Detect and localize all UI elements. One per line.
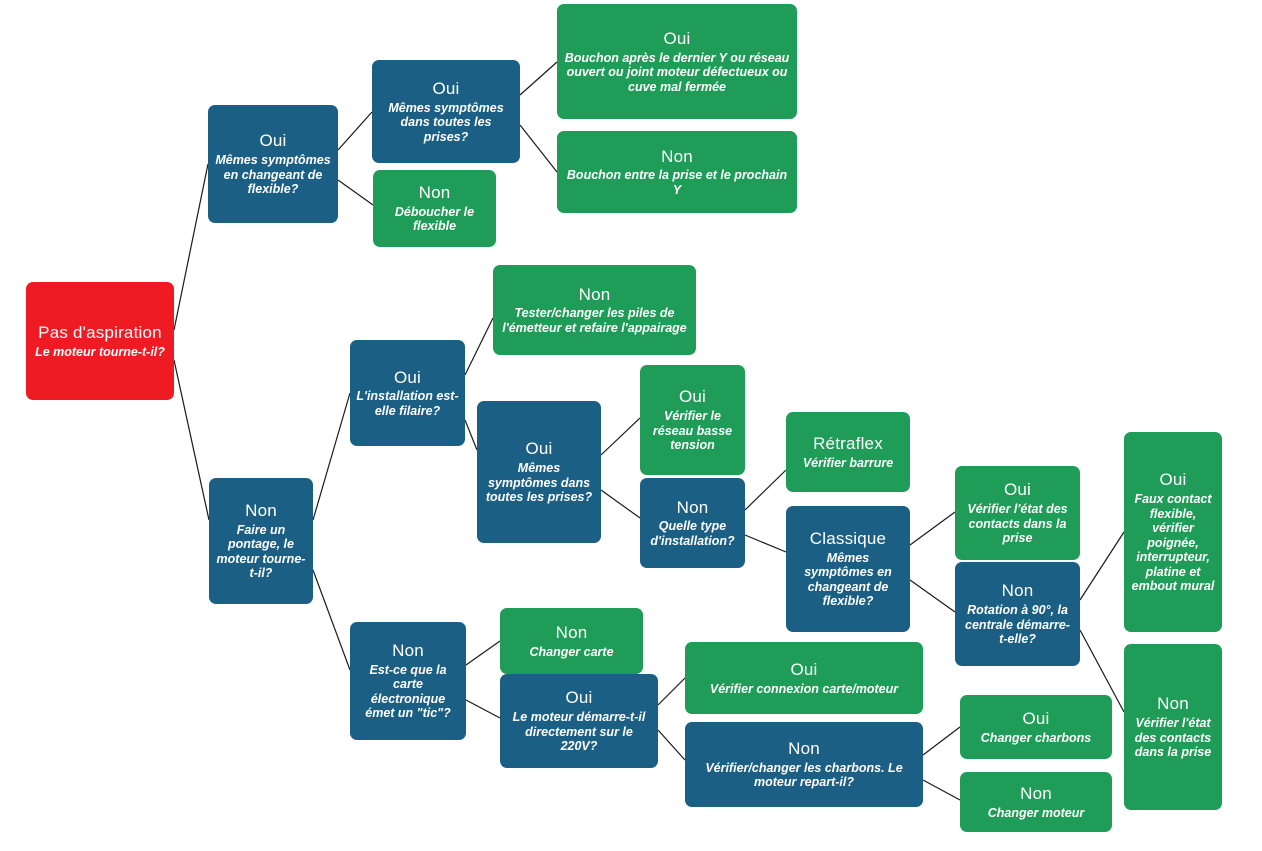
node-subtitle: Bouchon après le dernier Y ou réseau ouvert ou joint moteur défectueux ou cuve mal fermée: [564, 50, 790, 94]
node-n3: [373, 170, 496, 247]
node-title: Non: [676, 497, 709, 517]
node-subtitle: Vérifier connexion carte/moteur: [709, 681, 899, 696]
node-subtitle: Mêmes symptômes en changeant de flexible?: [804, 550, 892, 609]
node-title: Non: [555, 622, 588, 642]
node-title: Non: [418, 183, 451, 203]
node-n23: [960, 695, 1112, 759]
node-n19: [500, 608, 643, 674]
node-n0: [26, 282, 174, 400]
node-title: Pas d'aspiration: [38, 322, 162, 342]
node-n22: [685, 722, 923, 807]
edge-n2-n5: [520, 125, 557, 172]
edge-n6-n7: [313, 393, 350, 520]
node-n18: [350, 622, 466, 740]
node-subtitle: Vérifier barrure: [802, 455, 894, 470]
node-subtitle: Bouchon entre la prise et le prochain Y: [566, 168, 788, 197]
node-title: Oui: [259, 131, 287, 151]
edge-n0-n1: [174, 164, 208, 330]
node-title: Non: [392, 641, 424, 661]
node-n9: [477, 401, 601, 543]
node-title: Non: [1157, 694, 1189, 714]
edge-n11-n12: [745, 470, 786, 510]
edge-n20-n22: [658, 730, 685, 760]
node-n17: [1124, 644, 1222, 810]
node-subtitle: Changer charbons: [980, 730, 1092, 745]
node-n20: [500, 674, 658, 768]
node-n21: [685, 642, 923, 714]
node-title: Non: [1020, 783, 1052, 803]
node-n11: [640, 478, 745, 568]
node-title: Oui: [790, 659, 818, 679]
node-n14: [955, 466, 1080, 560]
node-title: Oui: [678, 387, 707, 407]
node-subtitle: Rotation à 90°, la centrale démarre-t-elle?: [965, 603, 1070, 647]
edge-n7-n9: [465, 420, 477, 450]
node-subtitle: Mêmes symptômes dans toutes les prises?: [485, 461, 593, 505]
edge-n18-n20: [466, 700, 500, 718]
node-subtitle: Vérifier l'état des contacts dans la prise: [967, 502, 1068, 546]
edge-n2-n4: [520, 62, 557, 95]
edge-n20-n21: [658, 678, 685, 705]
edge-n15-n16: [1080, 532, 1124, 600]
node-title: Oui: [1003, 480, 1032, 500]
edge-n22-n23: [923, 727, 960, 755]
node-title: Oui: [1159, 470, 1187, 490]
node-subtitle: Changer moteur: [987, 805, 1085, 820]
node-n16: [1124, 432, 1222, 632]
node-subtitle: Faux contact flexible, vérifier poignée, interrupteur, platine et embout mural: [1131, 492, 1215, 594]
node-title: Oui: [1022, 708, 1050, 728]
edge-n7-n8: [465, 318, 493, 375]
node-subtitle: Tester/changer les piles de l'émetteur et refaire l'appairage: [502, 306, 687, 335]
node-subtitle: Vérifier l'état des contacts dans la prise: [1134, 716, 1212, 760]
node-subtitle: Quelle type d'installation?: [650, 519, 735, 548]
node-title: Non: [788, 739, 820, 759]
node-subtitle: Vérifier/changer les charbons. Le moteur repart-il?: [705, 760, 903, 790]
node-subtitle: Mêmes symptômes dans toutes les prises?: [388, 100, 504, 144]
node-subtitle: Déboucher le flexible: [394, 204, 475, 234]
node-title: Rétraflex: [813, 433, 883, 453]
node-title: Non: [245, 501, 277, 521]
node-n8: [493, 265, 696, 355]
node-n15: [955, 562, 1080, 666]
edge-n13-n14: [910, 512, 955, 545]
node-subtitle: Vérifier le réseau basse tension: [652, 409, 733, 453]
node-subtitle: Faire un pontage, le moteur tourne-t-il?: [216, 522, 306, 581]
node-n10: [640, 365, 745, 475]
edge-n1-n3: [338, 180, 373, 205]
edge-n0-n6: [174, 360, 209, 520]
node-n5: [557, 131, 797, 213]
node-n2: [372, 60, 520, 163]
node-title: Non: [578, 284, 611, 304]
edge-n22-n24: [923, 780, 960, 800]
node-n4: [557, 4, 797, 119]
node-n24: [960, 772, 1112, 832]
node-subtitle: Le moteur démarre-t-il directement sur le 220V?: [512, 710, 646, 754]
node-n1: [208, 105, 338, 223]
node-subtitle: L'installation est-elle filaire?: [356, 389, 459, 418]
edge-n6-n18: [313, 570, 350, 670]
node-subtitle: Le moteur tourne-t-il?: [35, 344, 165, 359]
node-title: Oui: [393, 367, 422, 387]
node-title: Oui: [525, 439, 553, 459]
node-subtitle: Changer carte: [529, 644, 614, 659]
node-n6: [209, 478, 313, 604]
node-n7: [350, 340, 465, 446]
edge-n9-n10: [601, 418, 640, 455]
edge-n9-n11: [601, 490, 640, 518]
node-title: Classique: [809, 529, 887, 549]
node-n13: [786, 506, 910, 632]
node-title: Oui: [432, 78, 460, 98]
edge-n1-n2: [338, 112, 372, 150]
node-title: Oui: [663, 28, 691, 48]
edge-n18-n19: [466, 641, 500, 665]
node-title: Non: [1001, 581, 1034, 601]
node-title: Oui: [565, 688, 593, 708]
node-subtitle: Mêmes symptômes en changeant de flexible?: [215, 153, 331, 197]
edge-n11-n13: [745, 535, 786, 552]
edge-n13-n15: [910, 580, 955, 612]
node-title: Non: [661, 146, 693, 166]
node-subtitle: Est-ce que la carte électronique émet un "tic"?: [365, 662, 451, 721]
node-n12: [786, 412, 910, 492]
